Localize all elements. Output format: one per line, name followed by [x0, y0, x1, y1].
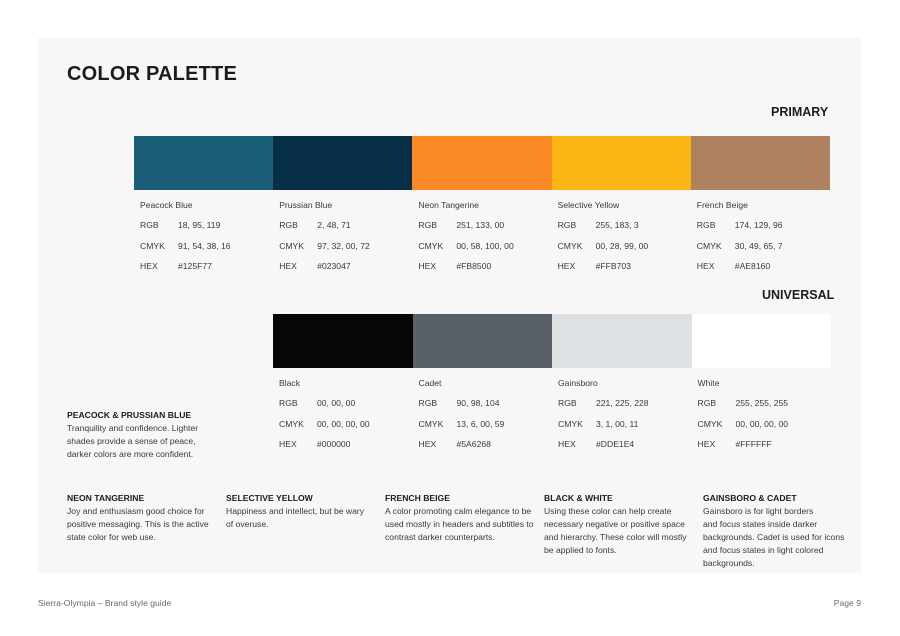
value-label: RGB [697, 398, 717, 408]
color-name: Gainsboro [558, 378, 598, 388]
color-hex-value: #023047 [317, 261, 351, 271]
value-label: CMYK [279, 418, 304, 429]
value-label: HEX [418, 261, 437, 271]
color-name: Selective Yellow [557, 200, 620, 210]
color-swatch [273, 314, 413, 368]
description-line: Using these color can help create [544, 506, 672, 516]
color-cmyk-value: 30, 49, 65, 7 [734, 240, 783, 251]
color-swatch [691, 136, 830, 190]
color-rgb-value: 251, 133, 00 [456, 220, 505, 230]
color-swatch [273, 136, 412, 190]
color-hex-value: #125F77 [178, 261, 212, 271]
value-label: RGB [279, 398, 298, 408]
description-line: A color promoting calm elegance to be [385, 506, 532, 516]
description-heading: GAINSBORO & CADET [703, 493, 797, 503]
color-cmyk-value: 00, 00, 00, 00 [317, 418, 370, 429]
value-label: HEX [557, 261, 576, 271]
color-cmyk-value: 00, 28, 99, 00 [595, 240, 649, 251]
value-label: CMYK [140, 240, 165, 251]
color-hex-value: #FFB703 [595, 261, 631, 271]
color-hex-value: #FB8500 [456, 261, 492, 271]
color-cmyk-value: 91, 54, 38, 16 [178, 240, 231, 251]
description-line: backgrounds. Cadet is used for icons [703, 532, 845, 542]
value-label: CMYK [418, 240, 444, 251]
description-line: used mostly in headers and subtitles to [385, 519, 534, 529]
description-line: contrast darker counterparts. [385, 532, 495, 542]
value-label: HEX [558, 439, 576, 449]
primary-label: PRIMARY [771, 105, 829, 119]
description-line: of overuse. [226, 519, 269, 529]
color-swatch [134, 136, 273, 190]
color-name: Cadet [418, 378, 442, 388]
value-label: RGB [696, 220, 716, 230]
description-heading: SELECTIVE YELLOW [226, 493, 313, 503]
color-cmyk-value: 00, 00, 00, 00 [735, 418, 789, 429]
color-swatch [552, 136, 691, 190]
description-line: state color for web use. [67, 532, 156, 542]
color-cmyk-value: 97, 32, 00, 72 [317, 240, 370, 251]
value-label: HEX [279, 439, 297, 449]
color-rgb-value: 255, 255, 255 [735, 398, 789, 408]
description-heading: FRENCH BEIGE [385, 493, 450, 503]
color-rgb-value: 00, 00, 00 [317, 398, 356, 408]
value-label: CMYK [696, 240, 722, 251]
description-line: be applied to fonts. [544, 545, 617, 555]
description-line: darker colors are more confident. [67, 449, 194, 459]
color-cmyk-value: 13, 6, 00, 59 [456, 418, 505, 429]
color-rgb-value: 221, 225, 228 [596, 398, 649, 408]
description-line: Joy and enthusiasm good choice for [67, 506, 205, 516]
value-label: HEX [279, 261, 297, 271]
description-heading: PEACOCK & PRUSSIAN BLUE [67, 410, 192, 420]
color-name: White [697, 378, 720, 388]
color-name: Neon Tangerine [418, 200, 479, 210]
color-swatch [552, 314, 692, 368]
value-label: HEX [418, 439, 437, 449]
description-line: and focus states inside darker [703, 519, 818, 529]
color-hex-value: #AE8160 [734, 261, 771, 271]
footer-page-number: Page 9 [833, 598, 861, 608]
color-hex-value: #5A6268 [456, 439, 491, 449]
color-swatch [413, 314, 553, 368]
page-title: COLOR PALETTE [67, 63, 238, 85]
color-rgb-value: 18, 95, 119 [178, 220, 221, 230]
color-rgb-value: 255, 183, 3 [595, 220, 639, 230]
description-line: positive messaging. This is the active [67, 519, 209, 529]
color-name: Prussian Blue [279, 200, 333, 210]
color-rgb-value: 90, 98, 104 [456, 398, 500, 408]
value-label: CMYK [279, 240, 305, 251]
value-label: CMYK [697, 418, 723, 429]
description-line: Tranquility and confidence. Lighter [67, 423, 199, 433]
color-swatch [412, 136, 551, 190]
description-line: shades provide a sense of peace, [67, 436, 196, 446]
value-label: HEX [696, 261, 715, 271]
footer-doc-title: Sierra-Olympia – Brand style guide [38, 598, 172, 608]
color-hex-value: #DDE1E4 [596, 439, 635, 449]
color-cmyk-value: 3, 1, 00, 11 [596, 418, 639, 429]
value-label: CMYK [557, 240, 583, 251]
value-label: CMYK [418, 418, 444, 429]
description-line: necessary negative or positive space [544, 519, 685, 529]
color-rgb-value: 174, 129, 96 [734, 220, 783, 230]
value-label: HEX [140, 261, 158, 271]
value-label: RGB [418, 398, 438, 408]
universal-label: UNIVERSAL [762, 288, 835, 302]
color-name: Black [279, 378, 301, 388]
color-hex-value: #FFFFFF [735, 439, 772, 449]
description-line: Gainsboro is for light borders [703, 506, 814, 516]
value-label: RGB [279, 220, 298, 230]
value-label: HEX [697, 439, 716, 449]
value-label: RGB [418, 220, 438, 230]
color-name: Peacock Blue [140, 200, 193, 210]
color-cmyk-value: 00, 58, 100, 00 [456, 240, 514, 251]
description-line: backgrounds. [703, 558, 755, 568]
description-heading: BLACK & WHITE [544, 493, 613, 503]
description-line: and hierarchy. These color will mostly [544, 532, 687, 542]
description-heading: NEON TANGERINE [67, 493, 145, 503]
value-label: RGB [140, 220, 159, 230]
color-swatch [692, 314, 832, 368]
color-name: French Beige [696, 200, 748, 210]
color-hex-value: #000000 [317, 439, 351, 449]
color-rgb-value: 2, 48, 71 [317, 220, 351, 230]
value-label: CMYK [558, 418, 583, 429]
description-line: Happiness and intellect, but be wary [226, 506, 365, 516]
description-line: and focus states in light colored [703, 545, 824, 555]
value-label: RGB [558, 398, 577, 408]
value-label: RGB [557, 220, 577, 230]
